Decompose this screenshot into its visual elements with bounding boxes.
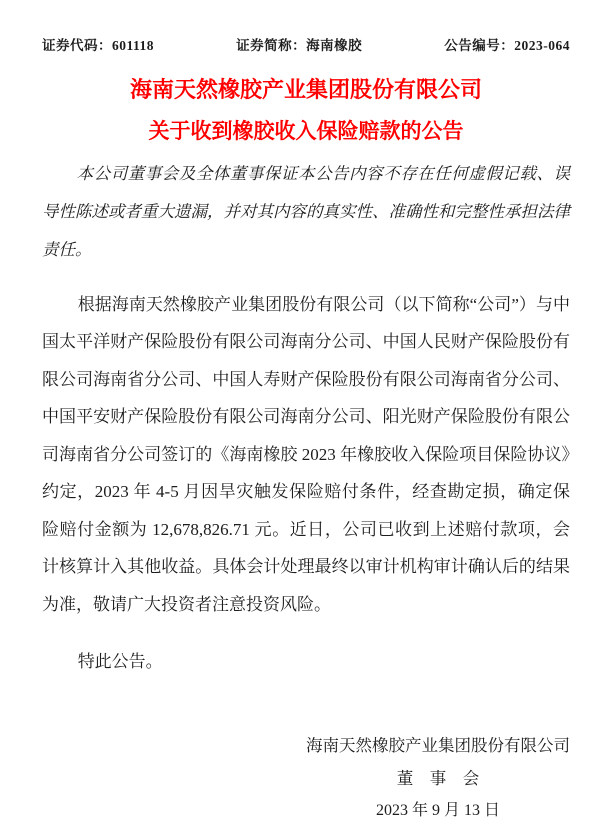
announcement-no-value: 2023-064 xyxy=(514,38,570,53)
signature-block xyxy=(42,733,570,824)
doc-header xyxy=(42,34,570,54)
signature-date: 2023 年 9 月 13 日 xyxy=(375,801,500,819)
stock-code-label: 证券代码： xyxy=(42,38,112,53)
stock-code-group xyxy=(42,34,154,54)
company-title: 海南天然橡胶产业集团股份有限公司 xyxy=(129,77,482,102)
body-paragraph: 根据海南天然橡胶产业集团股份有限公司（以下简称“公司”）与中国太平洋财产保险股份有限公司海南分公司、中国人民财产保险股份有限公司海南省分公司、中国人寿财产保险股份有限公司海南省分公司、中国平安财产保险股份有限公司海南分公司、阳光财产保险股份有限公司海南省分公司签订的《海南橡胶 2023 年橡胶收入保险项目保险协议》约定，2023 年 4-5 月因旱灾触发保险赔付条件，经查勘定损，确定保险赔付金额为 12,678,826.71 元。近日，公司已收到上述赔付款项，会计核算计入其他收益。具体会计处理最终以审计机构审计确认后的结果为准，敬请广大投资者注意投资风险。 xyxy=(42,294,570,614)
stock-name-value: 海南橡胶 xyxy=(306,38,363,53)
signature-company: 海南天然橡胶产业集团股份有限公司 xyxy=(306,735,570,755)
stock-code-value: 601118 xyxy=(112,38,155,53)
board-disclaimer: 本公司董事会及全体董事保证本公告内容不存在任何虚假记载、误导性陈述或者重大遗漏，并对其内容的真实性、准确性和完整性承担法律责任。 xyxy=(42,164,570,259)
closing-line: 特此公告。 xyxy=(77,652,163,671)
announcement-no-group xyxy=(444,34,570,54)
signature-board: 董 事 会 xyxy=(396,768,480,788)
announcement-title: 关于收到橡胶收入保险赔款的公告 xyxy=(148,120,464,143)
announcement-no-label: 公告编号： xyxy=(444,38,515,53)
stock-name-group xyxy=(236,34,362,54)
signature-inner xyxy=(306,733,570,824)
stock-name-label: 证券简称： xyxy=(236,38,307,53)
